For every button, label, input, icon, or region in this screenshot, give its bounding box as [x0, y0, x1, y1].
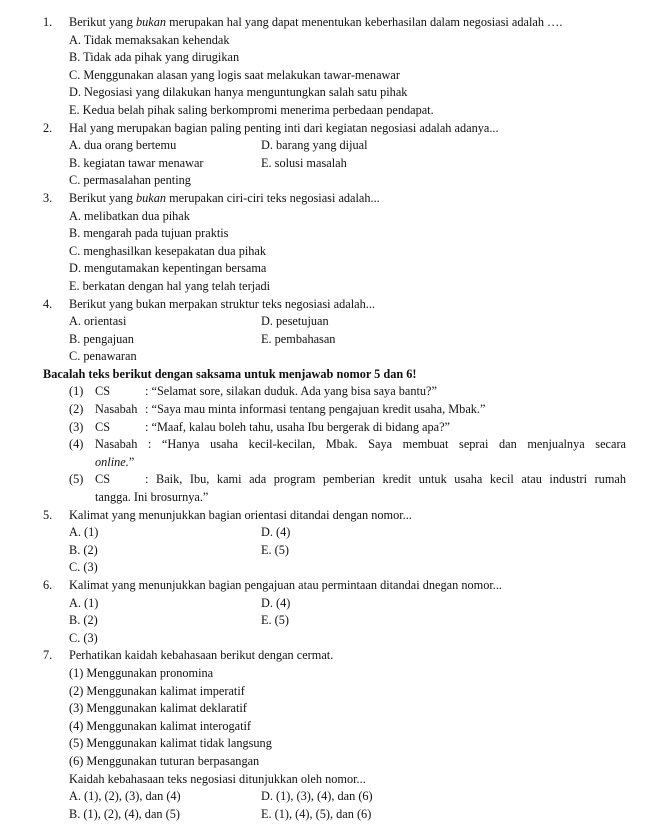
reading-instruction: Bacalah teks berikut dengan saksama untuk menjawab nomor 5 dan 6!: [43, 366, 417, 381]
question-6: [0, 577, 664, 595]
dialog-line: (1) CS : “Selamat sore, silakan duduk. Ada yang bisa saya bantu?”: [69, 384, 437, 399]
option-row: A. (1), (2), (3), dan (4) D. (1), (3), (4), dan (6): [69, 789, 373, 804]
question-number: 3.: [43, 190, 53, 205]
option: D. Negosiasi yang dilakukan hanya menguntungkan salah satu pihak: [69, 85, 408, 100]
rule-item: (3) Menggunakan kalimat deklaratif: [69, 701, 247, 716]
option-row: B. pengajuan E. pembahasan: [69, 331, 336, 346]
option: B. Tidak ada pihak yang dirugikan: [69, 50, 240, 65]
question-number: 7.: [43, 648, 53, 663]
rule-item: (2) Menggunakan kalimat imperatif: [69, 683, 245, 698]
option-row: A. (1) D. (4): [69, 525, 291, 540]
option-row: C. (3): [69, 630, 98, 645]
option-row: C. (3): [69, 560, 98, 575]
option-row: A. (1) D. (4): [69, 595, 291, 610]
option: A. Tidak memaksakan kehendak: [69, 32, 230, 47]
dialog-line: (3) CS : “Maaf, kalau boleh tahu, usaha Ibu bergerak di bidang apa?”: [69, 419, 451, 434]
option: E. berkatan dengan hal yang telah terjadi: [69, 278, 271, 293]
dialog-line: (2) Nasabah : “Saya mau minta informasi tentang pengajuan kredit usaha, Mbak.”: [69, 402, 486, 417]
question-stem: Kalimat yang menunjukkan bagian pengajuan atau permintaan ditandai dnegan nomor...: [69, 578, 502, 592]
dialog-line: (5) CS : Baik, Ibu, kami ada program pemberian kredit untuk usaha kecil atau industri rumah: [69, 472, 626, 487]
question-number: 5.: [43, 507, 53, 522]
option-row: A. orientasi D. pesetujuan: [69, 314, 329, 329]
question-stem: Berikut yang bukan merupakan hal yang dapat menentukan keberhasilan dalam negosiasi adalah ….: [69, 15, 563, 29]
question-number: 4.: [43, 296, 53, 311]
rule-item: (6) Menggunakan tuturan berpasangan: [69, 753, 260, 768]
option: E. Kedua belah pihak saling berkompromi menerima perbedaan pendapat.: [69, 102, 434, 117]
question-1: [0, 14, 664, 32]
question-5: [0, 507, 664, 525]
question-number: 2.: [43, 120, 53, 135]
question-number: 1.: [43, 15, 53, 29]
option-row: A. dua orang bertemu D. barang yang dijual: [69, 138, 368, 153]
option: C. menghasilkan kesepakatan dua pihak: [69, 243, 267, 258]
option-row: C. permasalahan penting: [69, 173, 191, 188]
question-prompt: Kaidah kebahasaan teks negosiasi ditunjukkan oleh nomor...: [69, 771, 366, 786]
option-row: B. kegiatan tawar menawar E. solusi masalah: [69, 155, 347, 170]
option-row: C. penawaran: [69, 349, 137, 364]
question-7: [0, 647, 664, 665]
rule-item: (4) Menggunakan kalimat interogatif: [69, 718, 252, 733]
option: A. melibatkan dua pihak: [69, 208, 190, 223]
question-2: [0, 120, 664, 138]
question-3: [0, 190, 664, 208]
dialog-continuation: tangga. Ini brosurnya.”: [95, 490, 209, 505]
option: C. Menggunakan alasan yang logis saat melakukan tawar-menawar: [69, 67, 400, 82]
rule-item: (5) Menggunakan kalimat tidak langsung: [69, 736, 272, 751]
rule-item: (1) Menggunakan pronomina: [69, 665, 214, 680]
question-stem: Kalimat yang menunjukkan bagian orientasi ditandai dengan nomor...: [69, 507, 412, 522]
question-stem: Berikut yang bukan merupakan ciri-ciri teks negosiasi adalah...: [69, 190, 380, 205]
question-number: 6.: [43, 578, 53, 592]
option-row: B. (1), (2), (4), dan (5) E. (1), (4), (5), dan (6): [69, 806, 372, 821]
option: D. mengutamakan kepentingan bersama: [69, 261, 267, 276]
dialog-continuation: online.”: [95, 454, 135, 469]
question-4: [0, 296, 664, 314]
option-row: B. (2) E. (5): [69, 613, 289, 628]
option-row: B. (2) E. (5): [69, 542, 289, 557]
question-stem: Perhatikan kaidah kebahasaan berikut dengan cermat.: [69, 648, 334, 663]
option: B. mengarah pada tujuan praktis: [69, 226, 229, 241]
dialog-line: (4) Nasabah : “Hanya usaha kecil-kecilan, Mbak. Saya membuat seprai dan menjualnya secara: [69, 437, 626, 452]
question-stem: Berikut yang bukan merpakan struktur teks negosiasi adalah...: [69, 296, 375, 311]
question-stem: Hal yang merupakan bagian paling penting inti dari kegiatan negosiasi adalah adanya...: [69, 120, 499, 135]
